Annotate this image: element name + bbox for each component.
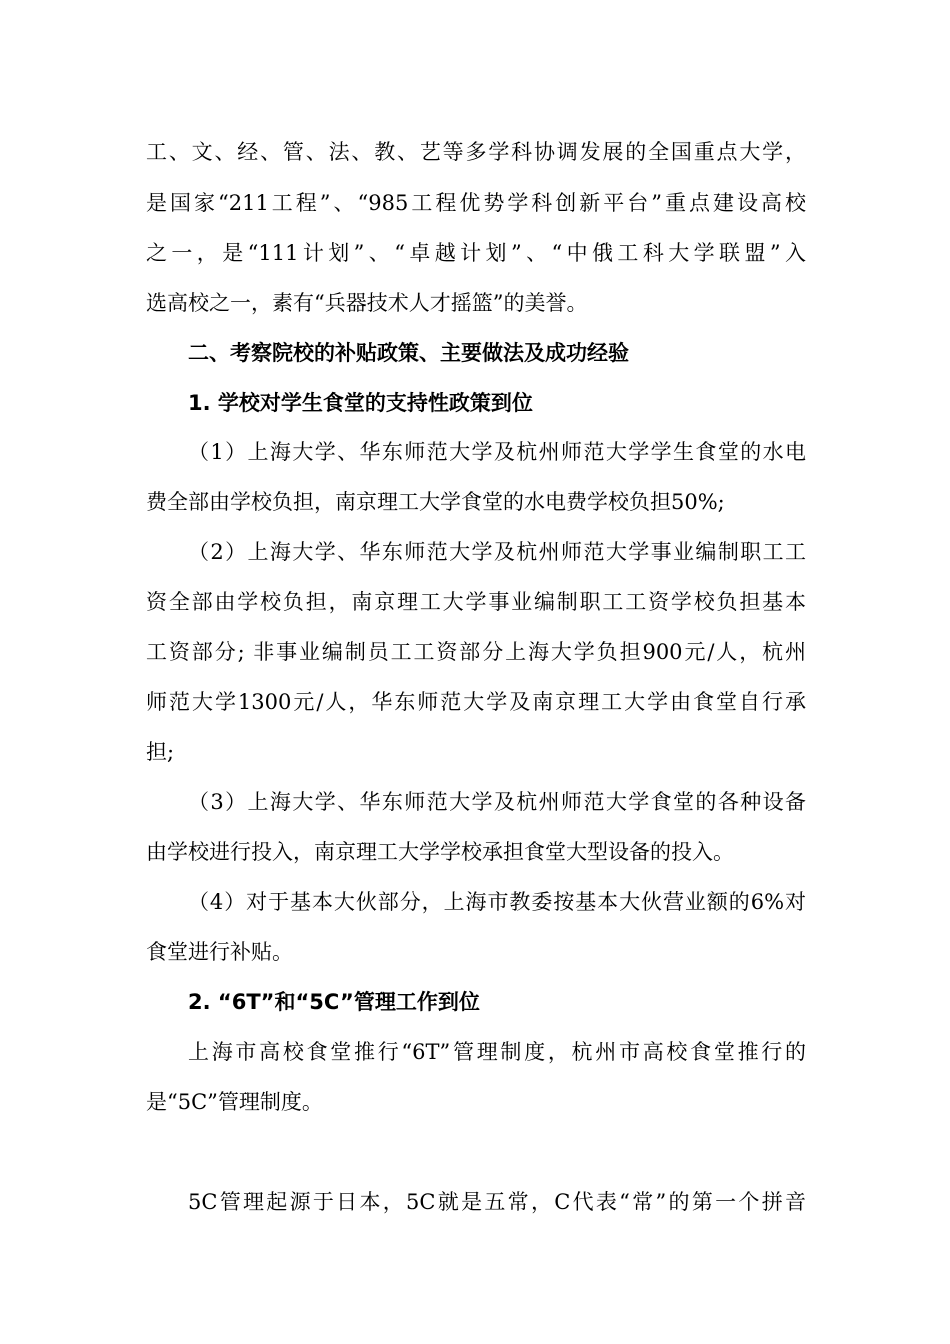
body-line-8: 费全部由学校负担，南京理工大学食堂的水电费学校负担50%; [146,490,725,514]
subsection-heading-1: 1. 学校对学生食堂的支持性政策到位 [188,391,533,415]
body-line-7: （1）上海大学、华东师范大学及杭州师范大学学生食堂的水电 [188,440,806,464]
body-line-20: 是“5C”管理制度。 [146,1090,323,1114]
body-line-11: 工资部分; 非事业编制员工工资部分上海大学负担900元/人，杭州 [146,640,806,664]
body-line-3: 之一，是“111计划”、“卓越计划”、“中俄工科大学联盟”入 [146,241,806,265]
body-line-15: 由学校进行投入，南京理工大学学校承担食堂大型设备的投入。 [146,840,734,864]
section-heading-2: 二、考察院校的补贴政策、主要做法及成功经验 [188,341,629,365]
body-line-17: 食堂进行补贴。 [146,940,293,964]
body-line-10: 资全部由学校负担，南京理工大学事业编制职工工资学校负担基本 [146,590,806,614]
subsection-heading-2: 2. “6T”和“5C”管理工作到位 [188,990,480,1014]
body-line-12: 师范大学1300元/人，华东师范大学及南京理工大学由食堂自行承 [146,690,806,714]
body-line-21: 5C管理起源于日本，5C就是五常，C代表“常”的第一个拼音 [188,1190,806,1214]
body-line-2: 是国家“211工程”、“985工程优势学科创新平台”重点建设高校 [146,191,806,215]
body-line-19: 上海市高校食堂推行“6T”管理制度，杭州市高校食堂推行的 [188,1040,806,1064]
body-line-4: 选高校之一，素有“兵器技术人才摇篮”的美誉。 [146,291,588,315]
body-line-1: 工、文、经、管、法、教、艺等多学科协调发展的全国重点大学， [146,140,806,164]
body-line-13: 担; [146,740,175,764]
body-line-16: （4）对于基本大伙部分，上海市教委按基本大伙营业额的6%对 [188,890,806,914]
body-line-9: （2）上海大学、华东师范大学及杭州师范大学事业编制职工工 [188,540,806,564]
body-line-14: （3）上海大学、华东师范大学及杭州师范大学食堂的各种设备 [188,790,806,814]
